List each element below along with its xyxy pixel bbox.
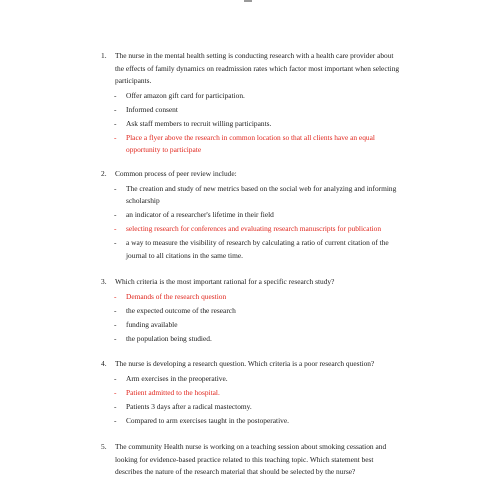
option-item-correct: - Patient admitted to the hospital. — [114, 387, 220, 397]
option-text: Arm exercises in the preoperative. — [126, 373, 228, 383]
option-item: - Patients 3 days after a radical mastectomy. — [114, 401, 252, 411]
option-item: - Ask staff members to recruit willing participants. — [114, 118, 272, 128]
option-text: Place a flyer above the research in common location so that all clients have an equal opportunity to participate — [126, 132, 375, 154]
question-number: 5. — [101, 442, 107, 451]
page-top-mark — [244, 0, 252, 2]
question-3 — [101, 276, 401, 345]
option-item-correct: - Place a flyer above the research in common location so that all clients have an equal opportunity to participate — [114, 132, 375, 154]
option-text: Demands of the research question — [126, 291, 227, 301]
option-item-correct: - selecting research for conferences and evaluating research manuscripts for publication — [114, 224, 382, 233]
option-list — [101, 183, 401, 263]
option-text: Informed consent — [126, 104, 178, 114]
question-text: Which criteria is the most important rational for a specific research study? — [115, 277, 335, 286]
option-text: a way to measure the visibility of research by calculating a ratio of current citation of the journal to all citations in the same time. — [126, 238, 389, 260]
question-5 — [101, 441, 401, 479]
question-text: Common process of peer review include: — [115, 169, 237, 178]
option-item: - Offer amazon gift card for participation. — [114, 90, 245, 100]
question-number: 2. — [101, 169, 107, 178]
question-1 — [101, 50, 401, 157]
question-number: 1. — [101, 51, 107, 60]
option-item: - funding available — [114, 319, 178, 329]
question-4-stem — [101, 358, 401, 371]
question-2 — [101, 168, 401, 262]
question-text: The nurse is developing a research question. Which criteria is a poor research question? — [115, 359, 375, 368]
option-text: the population being studied. — [126, 333, 212, 343]
option-text: Patients 3 days after a radical mastectomy. — [126, 401, 252, 411]
option-item-correct: - Demands of the research question — [114, 291, 227, 301]
question-number: 3. — [101, 277, 107, 286]
option-item: - the expected outcome of the research — [114, 305, 236, 315]
question-1-stem — [101, 50, 401, 88]
option-item: - Arm exercises in the preoperative. — [114, 373, 228, 383]
option-item: - the population being studied. — [114, 333, 212, 343]
question-text: The community Health nurse is working on a teaching session about smoking cessation and looking for evidence-based practice related to this teaching topic. Which statement best describes the nature of the research material that should be selected by the nurse? — [115, 442, 387, 476]
option-text: The creation and study of new metrics based on the social web for analyzing and informing scholarship — [126, 183, 397, 205]
option-item: - a way to measure the visibility of research by calculating a ratio of current citation of the journal to all citations in the same time. — [114, 238, 389, 260]
option-item: - an indicator of a researcher's lifetime in their field — [114, 210, 274, 219]
option-text: Offer amazon gift card for participation. — [126, 90, 245, 100]
question-5-stem — [101, 441, 401, 479]
option-item: - Compared to arm exercises taught in the postoperative. — [114, 415, 289, 425]
option-text: Compared to arm exercises taught in the postoperative. — [126, 415, 289, 425]
option-list — [101, 291, 401, 346]
option-item: - The creation and study of new metrics based on the social web for analyzing and informing scholarship — [114, 183, 397, 205]
option-list — [101, 373, 401, 428]
question-number: 4. — [101, 359, 107, 368]
question-2-stem — [101, 168, 401, 181]
question-4 — [101, 358, 401, 427]
option-text: Patient admitted to the hospital. — [126, 387, 220, 397]
option-list — [101, 90, 401, 157]
option-text: an indicator of a researcher's lifetime in their field — [126, 210, 274, 219]
option-text: Ask staff members to recruit willing participants. — [126, 118, 272, 128]
option-text: funding available — [126, 319, 178, 329]
question-text: The nurse in the mental health setting is conducting research with a health care provider about the effects of family dynamics on readmission rates which factor most important when selecting participants. — [115, 51, 400, 85]
question-3-stem — [101, 276, 401, 289]
option-text: the expected outcome of the research — [126, 305, 236, 315]
option-text: selecting research for conferences and evaluating research manuscripts for publication — [126, 224, 382, 233]
option-item: - Informed consent — [114, 104, 178, 114]
